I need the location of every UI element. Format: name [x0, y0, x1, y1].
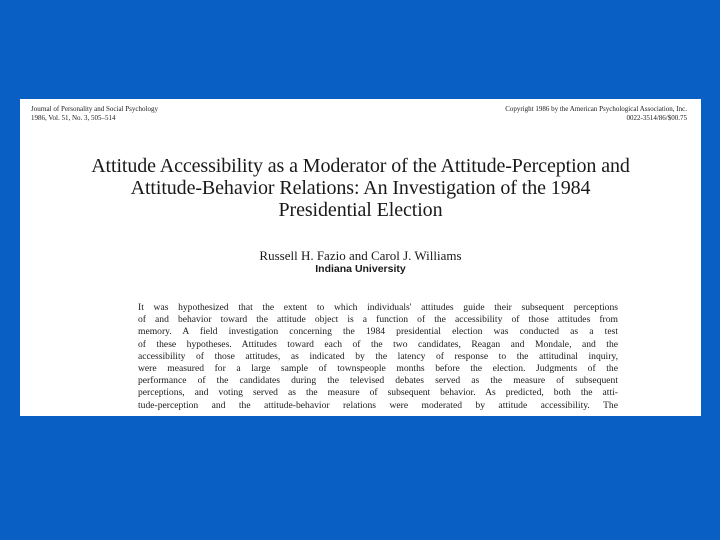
affiliation: Indiana University [315, 263, 406, 275]
abstract-line: perceptions, and voting served as the measure of subsequent behavior. As predicted, both the atti- [138, 387, 618, 399]
abstract-line: of and behavior toward the attitude object is a function of the accessibility of those attitudes from [138, 314, 618, 326]
title-line: Attitude-Behavior Relations: An Investigation of the 1984 [130, 177, 591, 199]
abstract-line: of these hypotheses. Attitudes toward each of the two candidates, Reagan and Mondale, and the [138, 338, 618, 350]
authors: Russell H. Fazio and Carol J. Williams [259, 248, 462, 263]
copyright-notice [387, 105, 687, 123]
journal-line: 1986, Vol. 51, No. 3, 505–514 [31, 114, 116, 122]
copyright-line: 0022-3514/86/$00.75 [626, 114, 687, 122]
journal-line: Journal of Personality and Social Psychology [31, 105, 158, 113]
copyright-line: Copyright 1986 by the American Psychological Association, Inc. [505, 105, 687, 113]
abstract-line: It was hypothesized that the extent to which individuals' attitudes guide their subsequent perceptions [138, 302, 618, 313]
abstract-line: accessibility of those attitudes, as indicated by the latency of response to the attitudinal inquiry, [138, 350, 618, 362]
abstract [138, 302, 618, 412]
abstract-line: performance of the candidates during the televised debates served as the measure of subsequent [138, 375, 618, 387]
abstract-line: tude-perception and the attitude-behavior relations were moderated by attitude accessibility. The [138, 399, 618, 411]
abstract-line: memory. A field investigation concerning the 1984 presidential election was conducted as a test [138, 326, 618, 338]
abstract-line: were measured for a large sample of townspeople months before the election. Judgments of the [138, 363, 618, 375]
article-page-image [20, 99, 701, 416]
journal-citation [31, 105, 291, 123]
title-line: Attitude Accessibility as a Moderator of the Attitude-Perception and [91, 155, 630, 177]
title-line: Presidential Election [278, 199, 443, 221]
article-title [20, 155, 701, 221]
